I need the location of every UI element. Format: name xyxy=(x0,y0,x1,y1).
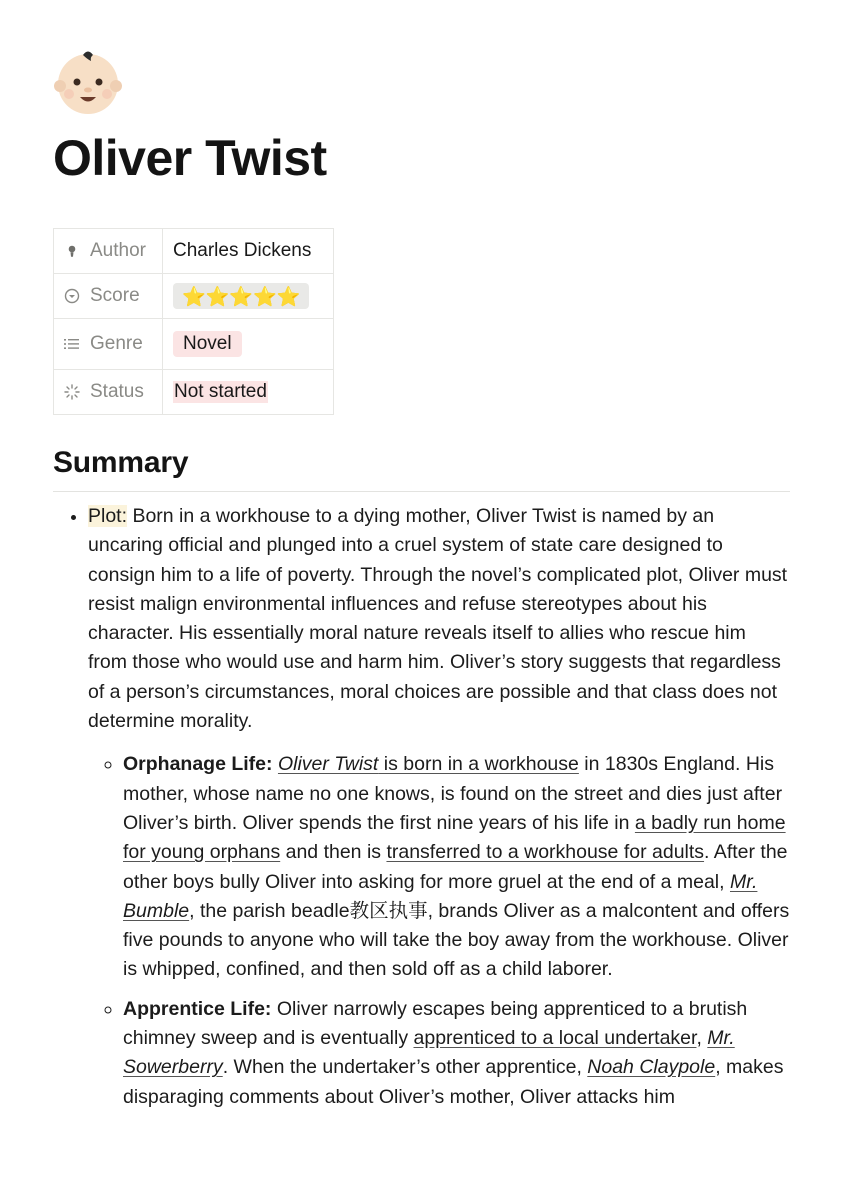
summary-heading: Summary xyxy=(53,443,790,492)
property-value-genre[interactable] xyxy=(163,319,334,370)
link-orphan-home[interactable]: a badly run home for young orphans xyxy=(123,811,786,864)
list-item-orphanage xyxy=(123,750,790,984)
status-tag: Not started xyxy=(174,381,267,402)
orphanage-text-2: and then is xyxy=(280,841,387,864)
property-value-status[interactable] xyxy=(163,370,334,415)
property-value-score[interactable] xyxy=(163,274,334,319)
baby-emoji-icon[interactable] xyxy=(53,42,131,120)
property-label: Status xyxy=(90,381,144,402)
apprentice-text-3: . When the undertaker’s other apprentice, xyxy=(222,1056,588,1079)
page-title: Oliver Twist xyxy=(53,130,327,186)
link-adult-workhouse[interactable]: transferred to a workhouse for adults xyxy=(386,841,705,864)
person-icon xyxy=(64,243,80,259)
link-apprenticed-undertaker[interactable]: apprenticed to a local undertaker xyxy=(413,1027,697,1050)
author-value: Charles Dickens xyxy=(173,240,312,261)
list-item-apprentice xyxy=(123,995,790,1112)
property-row-genre xyxy=(54,319,334,370)
property-value-author[interactable] xyxy=(163,229,334,274)
properties-table xyxy=(53,228,334,415)
list-icon xyxy=(64,336,80,352)
orphanage-label: Orphanage Life: xyxy=(123,753,273,776)
link-oliver-twist[interactable]: Oliver Twist xyxy=(277,753,379,776)
list-item-plot xyxy=(88,502,790,1112)
orphanage-text-4: , the parish beadle教区执事, brands Oliver as a malcontent and offers five pounds to anyone who will take the boy away from the workhouse. Oliver is whipped, confined, and then sold off as a child laborer. xyxy=(123,899,790,981)
apprentice-text-2: , xyxy=(696,1027,708,1050)
plot-sublist xyxy=(88,750,790,1112)
apprentice-text-4: , makes disparaging comments about Oliver’s mother, Oliver attacks him xyxy=(123,1056,784,1108)
orphanage-text-1: in 1830s England. His mother, whose name no one knows, is found on the street and dies just after Oliver’s birth. Oliver spends the first nine years of his life in xyxy=(123,753,783,834)
property-row-score xyxy=(54,274,334,319)
plot-text: Born in a workhouse to a dying mother, Oliver Twist is named by an uncaring official and plunged into a cruel system of state care designed to consign him to a life of poverty. Through the novel’s complicated plot, Oliver must resist malign environmental influences and refuse stereotypes about his character. His essentially moral nature reveals itself to allies who rescue him from those who would use and harm him. Oliver’s story suggests that regardless of a person’s circumstances, moral choices are possible and that class does not determine morality. xyxy=(88,505,788,733)
property-name-status[interactable] xyxy=(54,370,163,415)
property-name-score[interactable] xyxy=(54,274,163,319)
link-mr-sowerberry[interactable]: Mr. Sowerberry xyxy=(123,1027,735,1079)
property-label: Score xyxy=(90,285,140,306)
property-name-genre[interactable] xyxy=(54,319,163,370)
genre-tag: Novel xyxy=(173,331,242,357)
summary-list xyxy=(53,502,790,1112)
plot-label: Plot: xyxy=(88,505,128,527)
status-loader-icon xyxy=(64,384,80,400)
property-name-author[interactable] xyxy=(54,229,163,274)
property-row-status xyxy=(54,370,334,415)
property-row-author xyxy=(54,229,334,274)
property-label: Author xyxy=(90,240,146,261)
apprentice-label: Apprentice Life: xyxy=(123,997,272,1020)
apprentice-text-1: Oliver narrowly escapes being apprenticed to a brutish chimney sweep and is eventually xyxy=(123,997,748,1050)
select-circle-icon xyxy=(64,288,80,304)
link-born-in-workhouse[interactable]: is born in a workhouse xyxy=(378,753,579,776)
score-rating-stars: ⭐⭐⭐⭐⭐ xyxy=(173,283,309,309)
link-noah-claypole[interactable]: Noah Claypole xyxy=(587,1056,716,1079)
link-mr-bumble[interactable]: Mr. Bumble xyxy=(123,870,758,922)
orphanage-text-3: . After the other boys bully Oliver into asking for more gruel at the end of a meal, xyxy=(123,841,788,893)
property-label: Genre xyxy=(90,333,143,354)
